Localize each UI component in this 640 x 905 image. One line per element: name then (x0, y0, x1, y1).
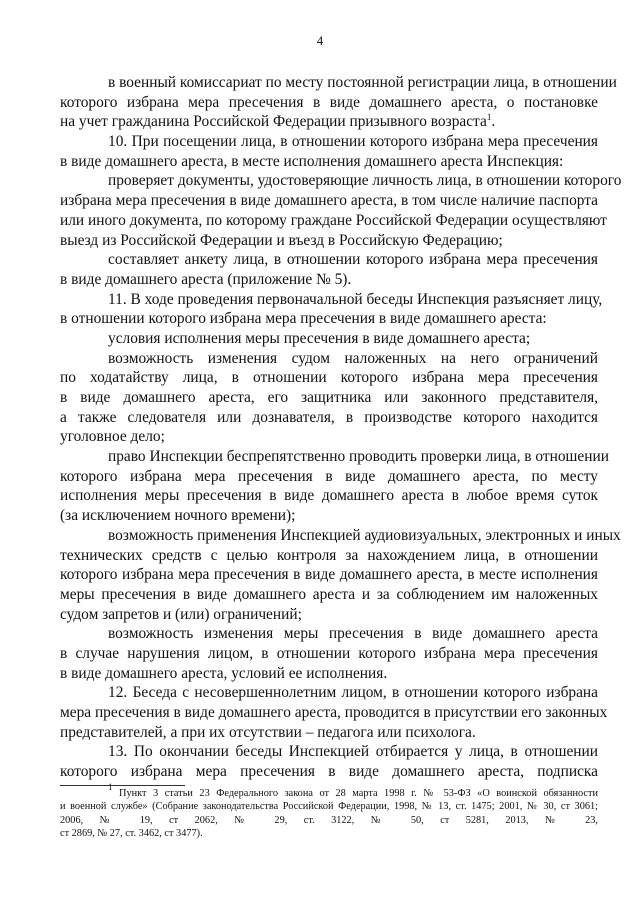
footnote-line (60, 782, 598, 800)
line-text: которого избрана мера пресечения в виде домашнего ареста, о постановке (60, 93, 598, 111)
text-line (60, 171, 622, 191)
text-line (60, 309, 598, 329)
footnote-line (60, 800, 598, 813)
paragraph (60, 329, 598, 349)
text-line (60, 565, 598, 585)
text-line (60, 191, 598, 211)
footnote-text: и военной службе» (Собрание законодательства Российской Федерации, 1998, № 13, ст. 1475; 2001, № 30, ст 3061; (60, 801, 598, 813)
paragraph (60, 73, 617, 132)
line-text: (за исключением ночного времени); (60, 507, 296, 525)
text-line (60, 486, 598, 506)
text-line (60, 624, 598, 644)
paragraph (60, 447, 609, 526)
text-line (60, 349, 598, 369)
line-text: 10. При посещении лица, в отношении которого избрана мера пресечения (108, 133, 598, 151)
text-line (60, 683, 598, 703)
line-text: в случае нарушения лицом, в отношении которого избрана мера пресечения (60, 644, 598, 662)
text-line (60, 546, 598, 566)
line-text: судом запретов и (или) ограничений; (60, 605, 302, 623)
text-line (60, 762, 598, 782)
footnote (60, 782, 598, 840)
line-text: в отношении которого избрана мера пресечения в виде домашнего ареста: (60, 310, 547, 328)
text-line (60, 664, 598, 684)
line-text: мера пресечения в виде домашнего ареста, проводится в присутствии его законных (60, 704, 608, 721)
text-line (60, 329, 598, 349)
footnote-reference[interactable]: 1 (486, 112, 492, 123)
line-text: в виде домашнего ареста, в месте исполнения домашнего ареста Инспекция: (60, 152, 564, 170)
text-line (60, 290, 603, 310)
line-text: в военный комиссариат по месту постоянной регистрации лица, в отношении (108, 74, 617, 91)
line-text: 11. В ходе проведения первоначальной беседы Инспекция разъясняет лицу, (108, 290, 603, 308)
text-line (60, 742, 598, 762)
footnote-marker: 1 (108, 782, 113, 792)
line-text: 12. Беседа с несовершеннолетним лицом, в отношении которого избрана (108, 684, 598, 702)
text-line (60, 152, 598, 172)
text-line (60, 447, 609, 467)
text-line (60, 644, 598, 664)
text-line (60, 388, 598, 408)
text-line (60, 427, 598, 447)
paragraph (60, 171, 622, 250)
line-text: уголовное дело; (60, 428, 165, 446)
text-line (60, 723, 598, 743)
text-line (60, 112, 598, 132)
line-text: избрана мера пресечения в виде домашнего ареста, в том числе наличие паспорта (60, 192, 598, 210)
footnote-line (60, 814, 598, 827)
paragraph (60, 526, 621, 624)
footnote-text: 2006, № 19, ст 2062, № 29, ст. 3122, № 50, ст 5281, 2013, № 23, (60, 814, 598, 826)
paragraph (60, 132, 598, 171)
text-line (60, 132, 598, 152)
page-number: 4 (316, 33, 324, 48)
text-line (60, 506, 598, 526)
paragraph (60, 349, 598, 447)
paragraph (60, 290, 603, 329)
line-text: исполнения меры пресечения в виде домашнего ареста в любое время суток (60, 487, 598, 505)
line-text: возможность изменения судом наложенных на него ограничений (108, 349, 598, 367)
line-text: в виде домашнего ареста, условий ее исполнения. (60, 664, 388, 682)
footnote-divider (60, 785, 185, 786)
document-body (60, 73, 622, 782)
text-line (60, 231, 598, 251)
line-text: по ходатайству лица, в отношении которого избрана мера пресечения (60, 369, 598, 387)
line-text: а также следователя или дознавателя, в производстве которого находится (60, 408, 598, 426)
text-line (60, 408, 598, 428)
paragraph (60, 624, 598, 683)
text-line (60, 250, 598, 270)
line-text: проверяет документы, удостоверяющие личность лица, в отношении которого (108, 172, 622, 190)
text-line (60, 93, 598, 113)
line-text: которого избрана мера пресечения в виде домашнего ареста, по месту (60, 467, 598, 485)
line-text: составляет анкету лица, в отношении которого избрана мера пресечения (108, 251, 598, 269)
line-text: которого избрана мера пресечения в виде домашнего ареста, в месте исполнения (60, 566, 598, 584)
line-text: возможность применения Инспекцией аудиовизуальных, электронных и иных (108, 526, 621, 544)
text-line (60, 605, 598, 625)
footnote-text: Пункт 3 статьи 23 Федерального закона от 28 марта 1998 г. № 53-ФЗ «О воинской обязанности (119, 788, 598, 799)
line-text: 13. По окончании беседы Инспекцией отбирается у лица, в отношении (108, 743, 598, 761)
line-text: в виде домашнего ареста (приложение № 5). (60, 270, 352, 288)
line-text: в виде домашнего ареста, его защитника или законного представителя, (60, 389, 598, 406)
line-text: на учет гражданина Российской Федерации призывного возраста (60, 113, 487, 131)
line-text: возможность изменения меры пресечения в виде домашнего ареста (108, 625, 598, 643)
text-line (60, 526, 621, 546)
paragraph (60, 250, 598, 289)
text-line (60, 703, 608, 723)
line-text: меры пресечения в виде домашнего ареста и за соблюдением им наложенных (60, 585, 598, 603)
text-line (60, 211, 607, 231)
line-text: представителей, а при их отсутствии – педагога или психолога. (60, 723, 476, 741)
paragraph (60, 742, 598, 781)
line-text: . (491, 113, 496, 131)
line-text: которого избрана мера пресечения в виде домашнего ареста, подписка (60, 763, 598, 781)
text-line (60, 270, 598, 290)
line-text: условия исполнения меры пресечения в виде домашнего ареста; (108, 329, 531, 347)
footnote-line (60, 827, 598, 840)
text-line (60, 73, 617, 93)
text-line (60, 368, 598, 388)
line-text: технических средств с целью контроля за нахождением лица, в отношении (60, 546, 598, 564)
line-text: или иного документа, по которому граждане Российской Федерации осуществляют (60, 211, 607, 229)
line-text: выезд из Российской Федерации и въезд в Российскую Федерацию; (60, 231, 503, 249)
text-line (60, 467, 598, 487)
paragraph (60, 683, 608, 742)
line-text: право Инспекции беспрепятственно проводить проверки лица, в отношении (108, 448, 609, 466)
footnote-text: ст 2869, № 27, ст. 3462, ст 3477). (60, 827, 203, 839)
text-line (60, 585, 598, 605)
